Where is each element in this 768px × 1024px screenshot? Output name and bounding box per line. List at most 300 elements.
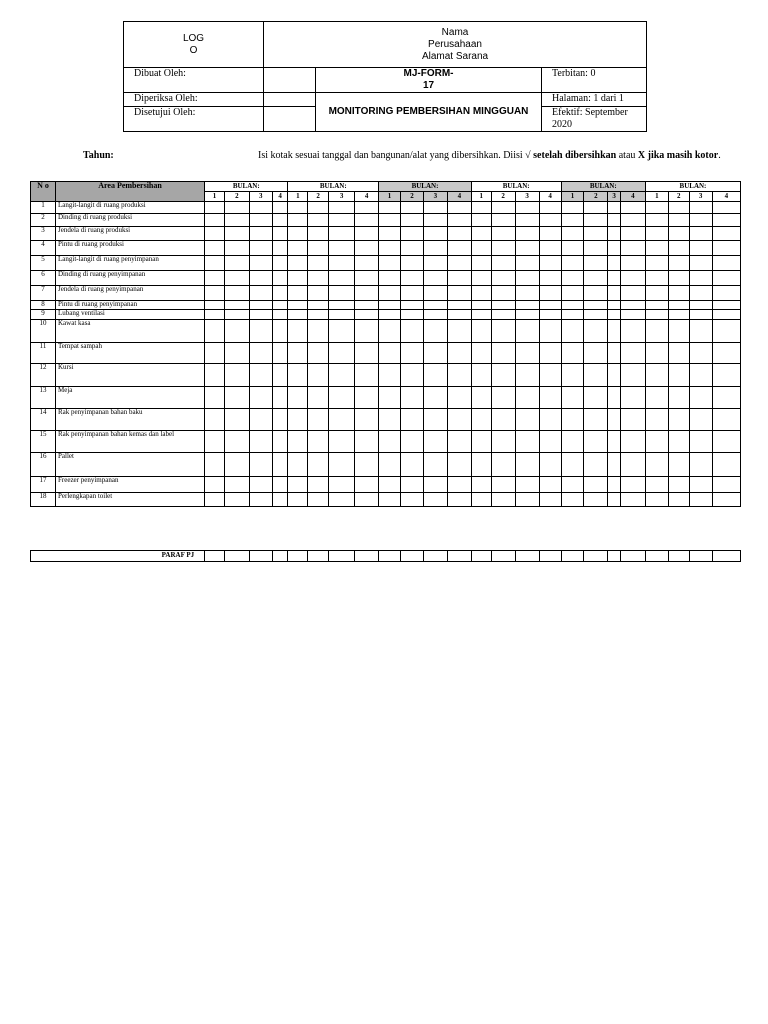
check-cell-m6-w1[interactable]: [645, 343, 668, 364]
check-cell-m3-w2[interactable]: [400, 301, 423, 310]
check-cell-m1-w1[interactable]: [205, 364, 225, 387]
check-cell-m6-w3[interactable]: [689, 271, 712, 286]
check-cell-m5-w3[interactable]: [608, 409, 621, 431]
check-cell-m6-w3[interactable]: [689, 343, 712, 364]
check-cell-m2-w1[interactable]: [288, 387, 308, 409]
check-cell-m5-w1[interactable]: [561, 301, 584, 310]
check-cell-m1-w3[interactable]: [249, 271, 272, 286]
check-cell-m1-w2[interactable]: [224, 227, 249, 241]
check-cell-m2-w1[interactable]: [288, 301, 308, 310]
check-cell-m3-w3[interactable]: [423, 202, 447, 214]
check-cell-m5-w4[interactable]: [620, 301, 645, 310]
check-cell-m3-w4[interactable]: [447, 256, 471, 271]
check-cell-m4-w1[interactable]: [471, 214, 491, 227]
check-cell-m3-w3[interactable]: [423, 286, 447, 301]
check-cell-m2-w4[interactable]: [355, 409, 379, 431]
check-cell-m2-w4[interactable]: [355, 301, 379, 310]
check-cell-m5-w1[interactable]: [561, 320, 584, 343]
check-cell-m3-w2[interactable]: [400, 202, 423, 214]
check-cell-m6-w3[interactable]: [689, 320, 712, 343]
check-cell-m1-w2[interactable]: [224, 453, 249, 477]
check-cell-m1-w4[interactable]: [272, 271, 288, 286]
check-cell-m5-w4[interactable]: [620, 241, 645, 256]
check-cell-m1-w4[interactable]: [272, 364, 288, 387]
check-cell-m1-w2[interactable]: [224, 364, 249, 387]
check-cell-m6-w3[interactable]: [689, 387, 712, 409]
check-cell-m1-w1[interactable]: [205, 271, 225, 286]
check-cell-m4-w2[interactable]: [491, 310, 515, 320]
check-cell-m5-w3[interactable]: [608, 227, 621, 241]
check-cell-m3-w4[interactable]: [447, 310, 471, 320]
check-cell-m1-w2[interactable]: [224, 387, 249, 409]
check-cell-m3-w1[interactable]: [379, 310, 401, 320]
check-cell-m4-w3[interactable]: [515, 431, 539, 453]
check-cell-m4-w2[interactable]: [491, 387, 515, 409]
check-cell-m2-w2[interactable]: [308, 241, 329, 256]
check-cell-m6-w1[interactable]: [645, 227, 668, 241]
check-cell-m5-w3[interactable]: [608, 431, 621, 453]
check-cell-m2-w3[interactable]: [329, 214, 355, 227]
check-cell-m2-w2[interactable]: [308, 202, 329, 214]
check-cell-m4-w3[interactable]: [515, 477, 539, 493]
signature-cell-m3-w3[interactable]: [423, 551, 447, 562]
check-cell-m1-w2[interactable]: [224, 493, 249, 507]
signature-cell-m4-w1[interactable]: [471, 551, 491, 562]
check-cell-m3-w1[interactable]: [379, 271, 401, 286]
check-cell-m4-w2[interactable]: [491, 202, 515, 214]
check-cell-m6-w3[interactable]: [689, 227, 712, 241]
check-cell-m2-w4[interactable]: [355, 387, 379, 409]
check-cell-m3-w2[interactable]: [400, 493, 423, 507]
check-cell-m2-w4[interactable]: [355, 431, 379, 453]
check-cell-m2-w1[interactable]: [288, 202, 308, 214]
check-cell-m1-w4[interactable]: [272, 431, 288, 453]
check-cell-m2-w3[interactable]: [329, 477, 355, 493]
check-cell-m1-w2[interactable]: [224, 286, 249, 301]
check-cell-m1-w1[interactable]: [205, 387, 225, 409]
check-cell-m3-w3[interactable]: [423, 409, 447, 431]
check-cell-m3-w2[interactable]: [400, 431, 423, 453]
check-cell-m6-w2[interactable]: [668, 202, 689, 214]
check-cell-m2-w4[interactable]: [355, 477, 379, 493]
check-cell-m5-w1[interactable]: [561, 343, 584, 364]
check-cell-m6-w4[interactable]: [712, 364, 740, 387]
check-cell-m1-w4[interactable]: [272, 256, 288, 271]
check-cell-m5-w2[interactable]: [584, 364, 608, 387]
check-cell-m2-w1[interactable]: [288, 409, 308, 431]
check-cell-m1-w3[interactable]: [249, 477, 272, 493]
check-cell-m5-w2[interactable]: [584, 241, 608, 256]
check-cell-m1-w2[interactable]: [224, 256, 249, 271]
signature-cell-m6-w4[interactable]: [712, 551, 740, 562]
check-cell-m6-w2[interactable]: [668, 453, 689, 477]
check-cell-m1-w1[interactable]: [205, 477, 225, 493]
check-cell-m6-w4[interactable]: [712, 241, 740, 256]
check-cell-m4-w2[interactable]: [491, 453, 515, 477]
check-cell-m1-w4[interactable]: [272, 227, 288, 241]
check-cell-m4-w2[interactable]: [491, 431, 515, 453]
check-cell-m6-w2[interactable]: [668, 409, 689, 431]
check-cell-m2-w3[interactable]: [329, 286, 355, 301]
check-cell-m5-w3[interactable]: [608, 214, 621, 227]
check-cell-m1-w4[interactable]: [272, 214, 288, 227]
check-cell-m3-w4[interactable]: [447, 493, 471, 507]
check-cell-m3-w3[interactable]: [423, 431, 447, 453]
check-cell-m2-w1[interactable]: [288, 493, 308, 507]
check-cell-m6-w3[interactable]: [689, 214, 712, 227]
check-cell-m4-w3[interactable]: [515, 214, 539, 227]
check-cell-m5-w1[interactable]: [561, 241, 584, 256]
check-cell-m2-w3[interactable]: [329, 387, 355, 409]
check-cell-m2-w4[interactable]: [355, 343, 379, 364]
check-cell-m1-w2[interactable]: [224, 310, 249, 320]
check-cell-m5-w1[interactable]: [561, 477, 584, 493]
check-cell-m3-w2[interactable]: [400, 227, 423, 241]
check-cell-m4-w1[interactable]: [471, 343, 491, 364]
check-cell-m2-w2[interactable]: [308, 214, 329, 227]
check-cell-m2-w3[interactable]: [329, 453, 355, 477]
check-cell-m1-w3[interactable]: [249, 241, 272, 256]
check-cell-m4-w2[interactable]: [491, 227, 515, 241]
check-cell-m3-w1[interactable]: [379, 320, 401, 343]
approved-by-value[interactable]: [264, 107, 316, 132]
check-cell-m4-w2[interactable]: [491, 493, 515, 507]
check-cell-m2-w1[interactable]: [288, 320, 308, 343]
check-cell-m4-w1[interactable]: [471, 477, 491, 493]
check-cell-m5-w3[interactable]: [608, 271, 621, 286]
check-cell-m3-w1[interactable]: [379, 493, 401, 507]
check-cell-m3-w2[interactable]: [400, 343, 423, 364]
check-cell-m1-w2[interactable]: [224, 271, 249, 286]
check-cell-m6-w4[interactable]: [712, 256, 740, 271]
check-cell-m5-w1[interactable]: [561, 227, 584, 241]
check-cell-m5-w2[interactable]: [584, 453, 608, 477]
check-cell-m2-w2[interactable]: [308, 286, 329, 301]
check-cell-m3-w1[interactable]: [379, 431, 401, 453]
check-cell-m4-w3[interactable]: [515, 241, 539, 256]
signature-cell-m6-w2[interactable]: [668, 551, 689, 562]
check-cell-m4-w1[interactable]: [471, 387, 491, 409]
check-cell-m2-w1[interactable]: [288, 364, 308, 387]
check-cell-m4-w4[interactable]: [539, 431, 561, 453]
check-cell-m5-w4[interactable]: [620, 214, 645, 227]
check-cell-m2-w2[interactable]: [308, 320, 329, 343]
check-cell-m1-w2[interactable]: [224, 320, 249, 343]
check-cell-m4-w4[interactable]: [539, 301, 561, 310]
signature-cell-m2-w3[interactable]: [329, 551, 355, 562]
check-cell-m6-w2[interactable]: [668, 301, 689, 310]
check-cell-m5-w2[interactable]: [584, 256, 608, 271]
signature-cell-m6-w1[interactable]: [645, 551, 668, 562]
check-cell-m3-w1[interactable]: [379, 241, 401, 256]
check-cell-m1-w3[interactable]: [249, 453, 272, 477]
check-cell-m4-w3[interactable]: [515, 387, 539, 409]
check-cell-m2-w1[interactable]: [288, 431, 308, 453]
check-cell-m6-w3[interactable]: [689, 202, 712, 214]
check-cell-m4-w4[interactable]: [539, 477, 561, 493]
check-cell-m4-w3[interactable]: [515, 493, 539, 507]
check-cell-m3-w4[interactable]: [447, 343, 471, 364]
check-cell-m3-w4[interactable]: [447, 227, 471, 241]
check-cell-m1-w4[interactable]: [272, 477, 288, 493]
check-cell-m3-w4[interactable]: [447, 301, 471, 310]
checked-by-value[interactable]: [264, 93, 316, 107]
check-cell-m5-w1[interactable]: [561, 431, 584, 453]
check-cell-m6-w4[interactable]: [712, 431, 740, 453]
check-cell-m3-w1[interactable]: [379, 387, 401, 409]
check-cell-m4-w2[interactable]: [491, 320, 515, 343]
check-cell-m3-w2[interactable]: [400, 286, 423, 301]
check-cell-m5-w1[interactable]: [561, 387, 584, 409]
check-cell-m1-w1[interactable]: [205, 301, 225, 310]
check-cell-m2-w1[interactable]: [288, 214, 308, 227]
check-cell-m2-w1[interactable]: [288, 286, 308, 301]
check-cell-m2-w3[interactable]: [329, 343, 355, 364]
check-cell-m4-w3[interactable]: [515, 202, 539, 214]
check-cell-m2-w4[interactable]: [355, 310, 379, 320]
check-cell-m3-w1[interactable]: [379, 202, 401, 214]
check-cell-m4-w2[interactable]: [491, 364, 515, 387]
check-cell-m3-w3[interactable]: [423, 364, 447, 387]
check-cell-m4-w1[interactable]: [471, 364, 491, 387]
signature-cell-m2-w4[interactable]: [355, 551, 379, 562]
check-cell-m4-w1[interactable]: [471, 241, 491, 256]
check-cell-m2-w4[interactable]: [355, 493, 379, 507]
check-cell-m5-w3[interactable]: [608, 453, 621, 477]
check-cell-m3-w3[interactable]: [423, 310, 447, 320]
check-cell-m4-w1[interactable]: [471, 202, 491, 214]
check-cell-m4-w3[interactable]: [515, 409, 539, 431]
check-cell-m4-w4[interactable]: [539, 286, 561, 301]
check-cell-m4-w4[interactable]: [539, 227, 561, 241]
check-cell-m6-w1[interactable]: [645, 301, 668, 310]
check-cell-m4-w1[interactable]: [471, 493, 491, 507]
check-cell-m2-w4[interactable]: [355, 286, 379, 301]
check-cell-m1-w4[interactable]: [272, 343, 288, 364]
check-cell-m3-w1[interactable]: [379, 227, 401, 241]
check-cell-m1-w4[interactable]: [272, 310, 288, 320]
check-cell-m4-w4[interactable]: [539, 453, 561, 477]
check-cell-m4-w4[interactable]: [539, 241, 561, 256]
check-cell-m5-w3[interactable]: [608, 256, 621, 271]
check-cell-m5-w1[interactable]: [561, 493, 584, 507]
check-cell-m1-w3[interactable]: [249, 387, 272, 409]
check-cell-m2-w3[interactable]: [329, 310, 355, 320]
check-cell-m2-w2[interactable]: [308, 256, 329, 271]
check-cell-m4-w3[interactable]: [515, 364, 539, 387]
check-cell-m5-w3[interactable]: [608, 301, 621, 310]
check-cell-m4-w2[interactable]: [491, 271, 515, 286]
check-cell-m1-w3[interactable]: [249, 256, 272, 271]
check-cell-m2-w3[interactable]: [329, 256, 355, 271]
check-cell-m4-w1[interactable]: [471, 286, 491, 301]
check-cell-m6-w1[interactable]: [645, 493, 668, 507]
check-cell-m1-w1[interactable]: [205, 310, 225, 320]
check-cell-m6-w3[interactable]: [689, 301, 712, 310]
check-cell-m4-w1[interactable]: [471, 271, 491, 286]
check-cell-m3-w3[interactable]: [423, 477, 447, 493]
check-cell-m6-w2[interactable]: [668, 256, 689, 271]
check-cell-m6-w4[interactable]: [712, 286, 740, 301]
check-cell-m6-w4[interactable]: [712, 343, 740, 364]
check-cell-m3-w1[interactable]: [379, 477, 401, 493]
check-cell-m5-w1[interactable]: [561, 364, 584, 387]
check-cell-m1-w3[interactable]: [249, 227, 272, 241]
check-cell-m5-w2[interactable]: [584, 409, 608, 431]
check-cell-m3-w2[interactable]: [400, 387, 423, 409]
check-cell-m4-w1[interactable]: [471, 227, 491, 241]
check-cell-m6-w1[interactable]: [645, 431, 668, 453]
check-cell-m2-w4[interactable]: [355, 241, 379, 256]
check-cell-m6-w4[interactable]: [712, 202, 740, 214]
check-cell-m1-w1[interactable]: [205, 227, 225, 241]
check-cell-m4-w2[interactable]: [491, 286, 515, 301]
check-cell-m5-w2[interactable]: [584, 387, 608, 409]
check-cell-m2-w4[interactable]: [355, 256, 379, 271]
check-cell-m6-w1[interactable]: [645, 202, 668, 214]
check-cell-m6-w1[interactable]: [645, 409, 668, 431]
check-cell-m2-w3[interactable]: [329, 202, 355, 214]
check-cell-m1-w4[interactable]: [272, 409, 288, 431]
check-cell-m6-w2[interactable]: [668, 241, 689, 256]
check-cell-m4-w3[interactable]: [515, 453, 539, 477]
check-cell-m2-w1[interactable]: [288, 241, 308, 256]
check-cell-m4-w4[interactable]: [539, 214, 561, 227]
check-cell-m2-w2[interactable]: [308, 387, 329, 409]
check-cell-m5-w3[interactable]: [608, 477, 621, 493]
check-cell-m4-w4[interactable]: [539, 493, 561, 507]
check-cell-m2-w3[interactable]: [329, 301, 355, 310]
check-cell-m4-w2[interactable]: [491, 343, 515, 364]
check-cell-m6-w4[interactable]: [712, 271, 740, 286]
check-cell-m6-w4[interactable]: [712, 301, 740, 310]
check-cell-m4-w3[interactable]: [515, 343, 539, 364]
signature-cell-m5-w4[interactable]: [620, 551, 645, 562]
check-cell-m5-w1[interactable]: [561, 453, 584, 477]
check-cell-m6-w4[interactable]: [712, 409, 740, 431]
check-cell-m1-w2[interactable]: [224, 241, 249, 256]
check-cell-m3-w4[interactable]: [447, 241, 471, 256]
check-cell-m1-w2[interactable]: [224, 301, 249, 310]
made-by-value[interactable]: [264, 68, 316, 93]
check-cell-m5-w4[interactable]: [620, 320, 645, 343]
check-cell-m1-w3[interactable]: [249, 409, 272, 431]
check-cell-m3-w3[interactable]: [423, 271, 447, 286]
check-cell-m6-w3[interactable]: [689, 256, 712, 271]
check-cell-m2-w2[interactable]: [308, 271, 329, 286]
check-cell-m3-w3[interactable]: [423, 387, 447, 409]
check-cell-m6-w4[interactable]: [712, 227, 740, 241]
check-cell-m6-w2[interactable]: [668, 286, 689, 301]
check-cell-m3-w1[interactable]: [379, 409, 401, 431]
check-cell-m4-w4[interactable]: [539, 320, 561, 343]
check-cell-m1-w1[interactable]: [205, 256, 225, 271]
check-cell-m1-w4[interactable]: [272, 493, 288, 507]
check-cell-m3-w2[interactable]: [400, 409, 423, 431]
check-cell-m2-w2[interactable]: [308, 431, 329, 453]
check-cell-m5-w4[interactable]: [620, 271, 645, 286]
check-cell-m6-w2[interactable]: [668, 271, 689, 286]
check-cell-m1-w3[interactable]: [249, 301, 272, 310]
check-cell-m3-w4[interactable]: [447, 409, 471, 431]
check-cell-m5-w4[interactable]: [620, 202, 645, 214]
check-cell-m4-w4[interactable]: [539, 409, 561, 431]
check-cell-m5-w4[interactable]: [620, 477, 645, 493]
check-cell-m5-w3[interactable]: [608, 343, 621, 364]
check-cell-m1-w4[interactable]: [272, 301, 288, 310]
check-cell-m1-w2[interactable]: [224, 431, 249, 453]
check-cell-m3-w4[interactable]: [447, 320, 471, 343]
check-cell-m1-w2[interactable]: [224, 477, 249, 493]
signature-cell-m1-w4[interactable]: [272, 551, 288, 562]
check-cell-m3-w4[interactable]: [447, 214, 471, 227]
check-cell-m4-w4[interactable]: [539, 387, 561, 409]
check-cell-m2-w2[interactable]: [308, 301, 329, 310]
check-cell-m3-w1[interactable]: [379, 364, 401, 387]
check-cell-m3-w4[interactable]: [447, 202, 471, 214]
check-cell-m2-w4[interactable]: [355, 364, 379, 387]
check-cell-m4-w3[interactable]: [515, 256, 539, 271]
check-cell-m1-w1[interactable]: [205, 202, 225, 214]
check-cell-m2-w3[interactable]: [329, 493, 355, 507]
check-cell-m1-w1[interactable]: [205, 241, 225, 256]
check-cell-m3-w1[interactable]: [379, 343, 401, 364]
check-cell-m6-w2[interactable]: [668, 493, 689, 507]
check-cell-m3-w3[interactable]: [423, 453, 447, 477]
check-cell-m5-w2[interactable]: [584, 493, 608, 507]
check-cell-m5-w4[interactable]: [620, 364, 645, 387]
signature-cell-m1-w2[interactable]: [224, 551, 249, 562]
check-cell-m3-w1[interactable]: [379, 301, 401, 310]
check-cell-m1-w1[interactable]: [205, 320, 225, 343]
check-cell-m2-w2[interactable]: [308, 477, 329, 493]
check-cell-m5-w2[interactable]: [584, 343, 608, 364]
check-cell-m1-w4[interactable]: [272, 202, 288, 214]
signature-cell-m4-w3[interactable]: [515, 551, 539, 562]
check-cell-m5-w2[interactable]: [584, 301, 608, 310]
check-cell-m3-w2[interactable]: [400, 320, 423, 343]
check-cell-m3-w2[interactable]: [400, 241, 423, 256]
check-cell-m4-w3[interactable]: [515, 271, 539, 286]
check-cell-m2-w4[interactable]: [355, 271, 379, 286]
check-cell-m4-w2[interactable]: [491, 256, 515, 271]
check-cell-m4-w1[interactable]: [471, 431, 491, 453]
check-cell-m1-w1[interactable]: [205, 453, 225, 477]
check-cell-m6-w2[interactable]: [668, 214, 689, 227]
check-cell-m4-w2[interactable]: [491, 241, 515, 256]
check-cell-m1-w3[interactable]: [249, 493, 272, 507]
check-cell-m2-w3[interactable]: [329, 320, 355, 343]
check-cell-m1-w4[interactable]: [272, 286, 288, 301]
check-cell-m5-w1[interactable]: [561, 286, 584, 301]
check-cell-m5-w1[interactable]: [561, 409, 584, 431]
check-cell-m2-w1[interactable]: [288, 256, 308, 271]
check-cell-m6-w2[interactable]: [668, 364, 689, 387]
check-cell-m5-w2[interactable]: [584, 214, 608, 227]
check-cell-m6-w4[interactable]: [712, 310, 740, 320]
check-cell-m5-w3[interactable]: [608, 241, 621, 256]
check-cell-m6-w4[interactable]: [712, 320, 740, 343]
check-cell-m2-w4[interactable]: [355, 320, 379, 343]
check-cell-m4-w2[interactable]: [491, 301, 515, 310]
check-cell-m3-w2[interactable]: [400, 477, 423, 493]
check-cell-m2-w1[interactable]: [288, 477, 308, 493]
check-cell-m4-w3[interactable]: [515, 227, 539, 241]
check-cell-m1-w3[interactable]: [249, 320, 272, 343]
check-cell-m1-w1[interactable]: [205, 343, 225, 364]
check-cell-m6-w1[interactable]: [645, 256, 668, 271]
check-cell-m2-w1[interactable]: [288, 271, 308, 286]
